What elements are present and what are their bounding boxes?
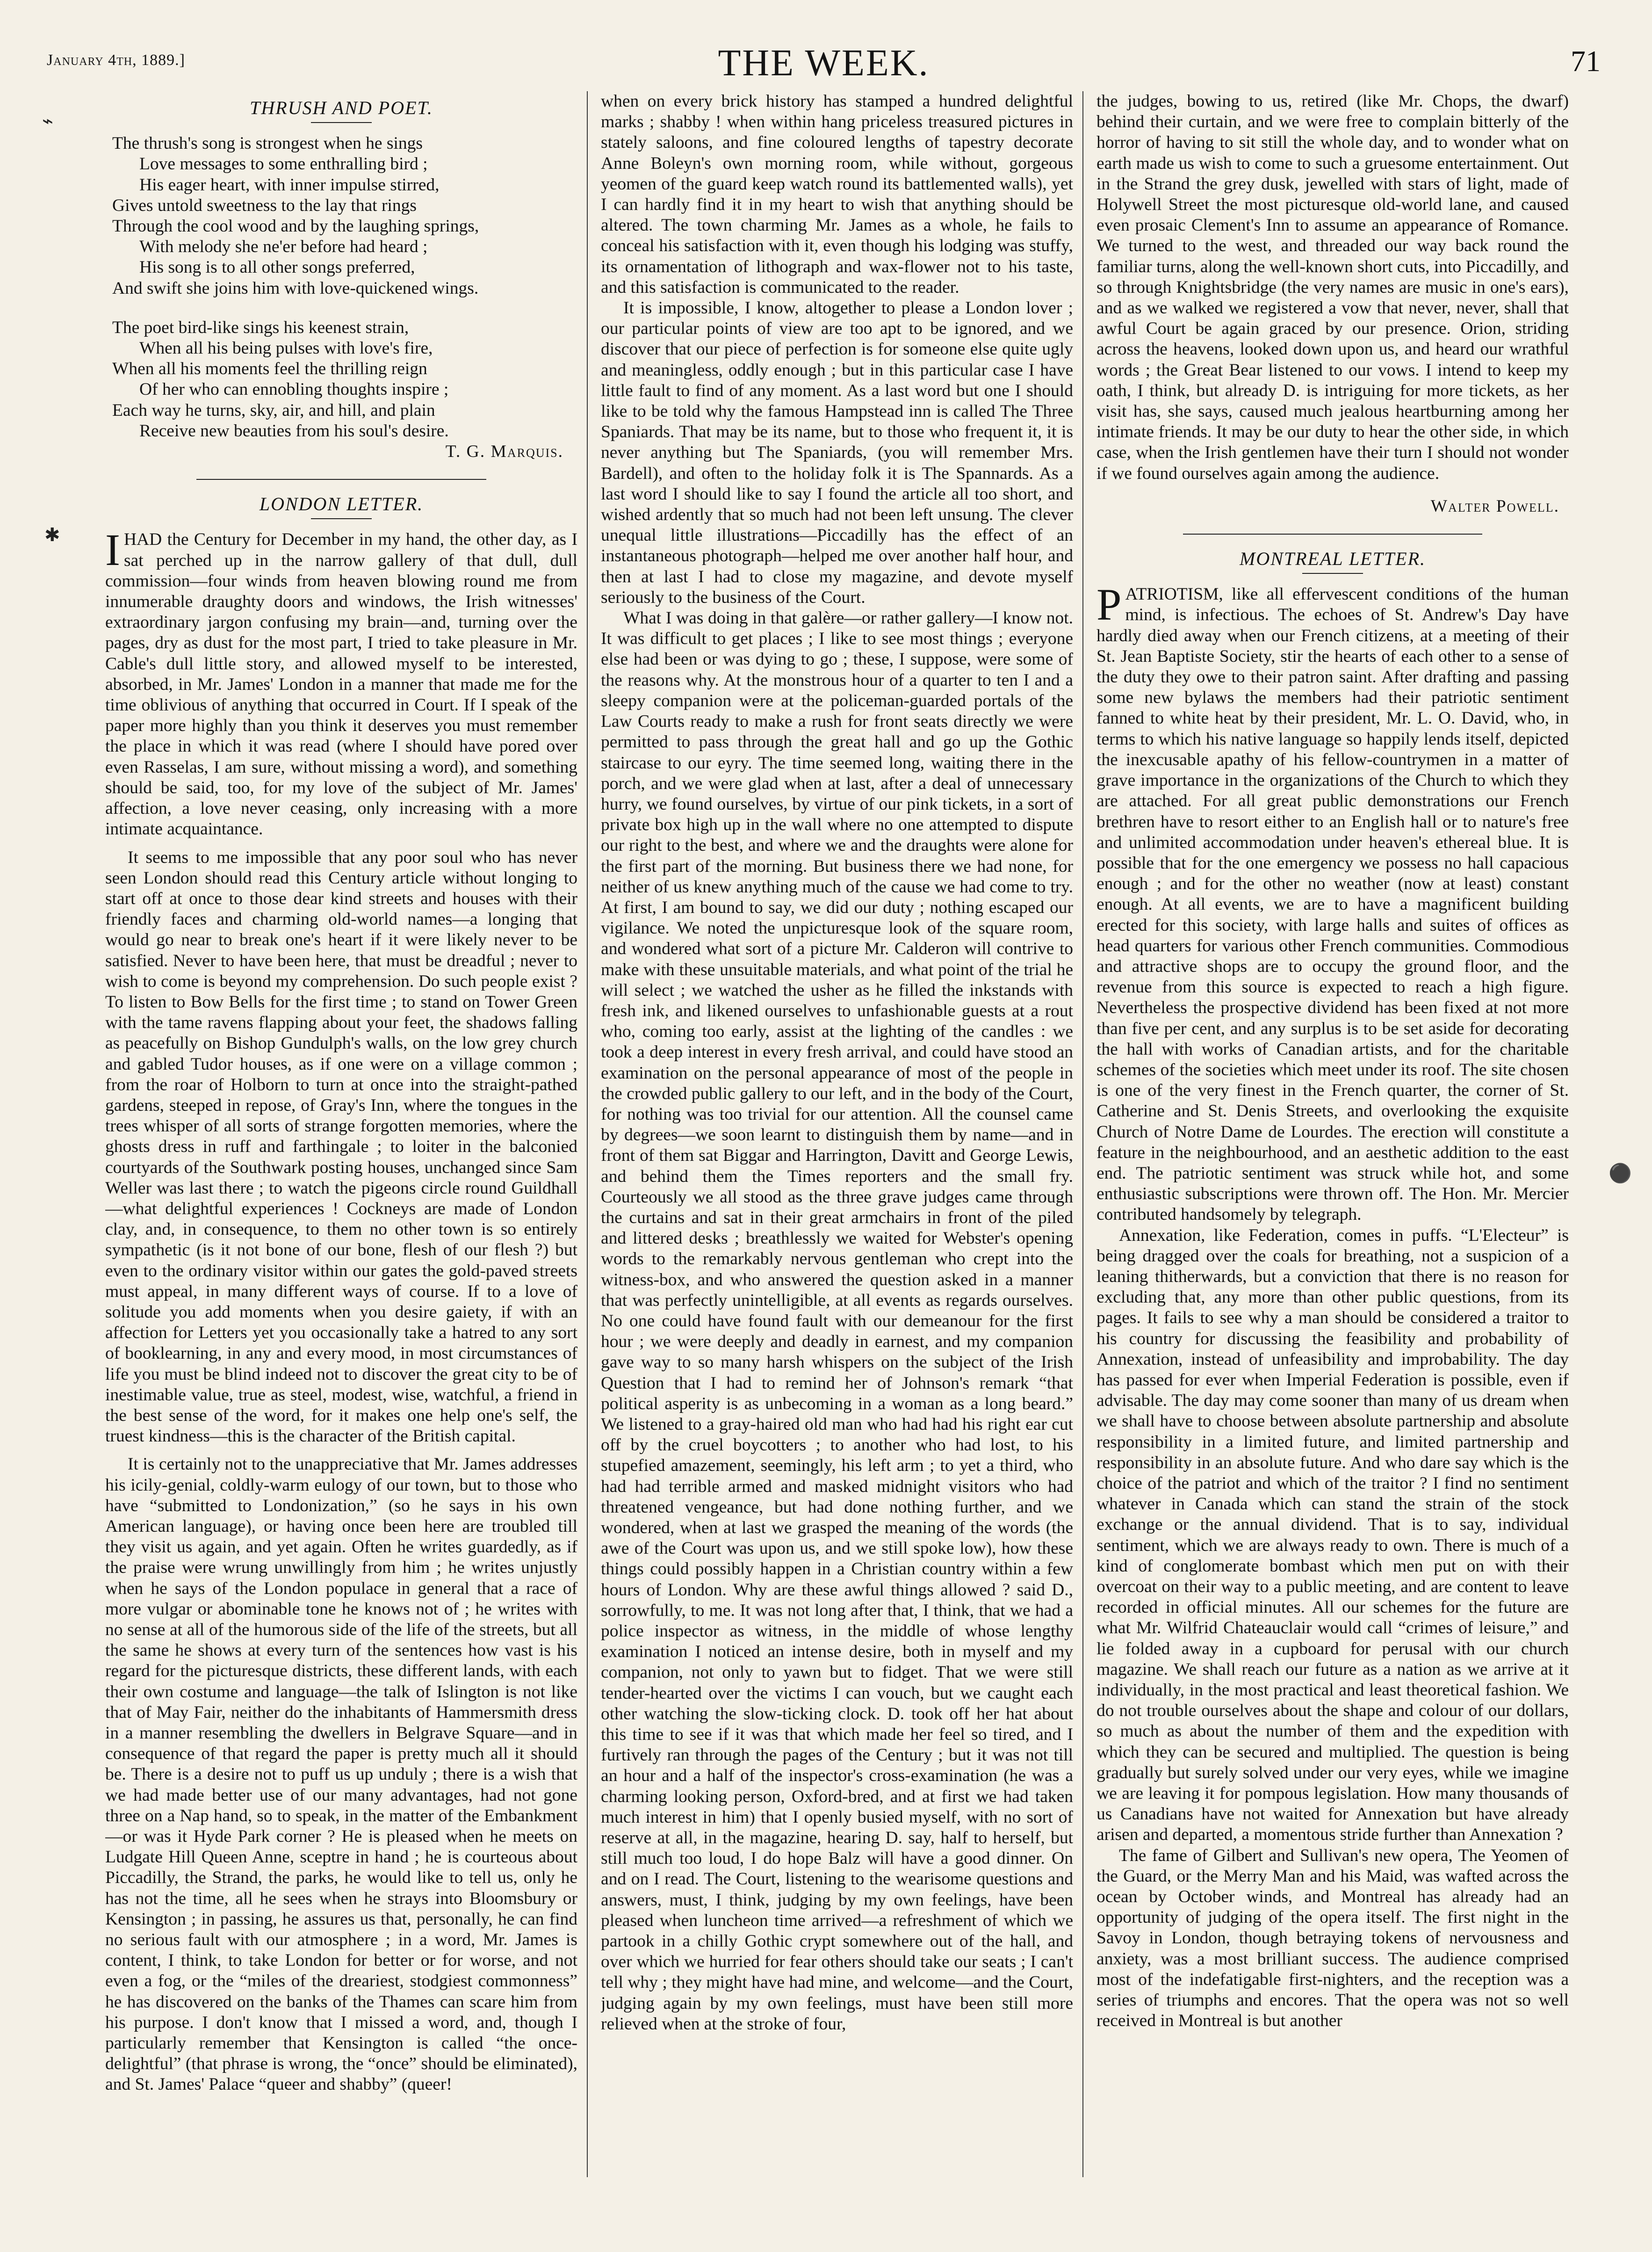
title-rule	[311, 122, 372, 123]
drop-cap: P	[1097, 579, 1122, 630]
poem-line: Gives untold sweetness to the lay that rings	[112, 196, 417, 215]
poem-line: And swift she joins him with love-quickened wings.	[112, 278, 479, 298]
poem-line: Of her who can ennobling thoughts inspire ;	[139, 380, 449, 399]
masthead-title: THE WEEK.	[718, 43, 930, 84]
margin-mark: ✱	[44, 524, 60, 545]
paragraph-text: ATRIOTISM, like all effervescent conditions of the human mind, is infectious. The echoes of St. Andrew's Day have hardly died away when our French citizens, at a meeting of their St. Jean Baptiste Society, stir the hearts of each other to a sense of the duty they owe to their patron saint. After drafting and passing some new bylaws the members had their patriotic sentiment fanned to white heat by their president, Mr. L. O. David, who, in terms to which his native language so happily lends itself, depicted the inexcusable apathy of his fellow-countrymen in a matter of grave importance in the organizations of the Church to which they are attached. For all great public demonstrations our French brethren have to resort either to an English hall or to nature's free and unlimited accommodation under heaven's ethereal blue. It is possible that for the one emergency we possess no hall capacious enough ; and for the other no weather (now at least) constant enough. At all events, we are to have a magnificent building erected for this society, with large halls and suites of offices as head quarters for various other French communities. Commodious and attractive shops are to occupy the ground floor, and the revenue from this source is expected to reach a high figure. Nevertheless the prospective dividend has been fixed at not more than five per cent, and any surplus is to be set aside for decorating the hall with works of Canadian artists, and for the charitable schemes of the societies which meet under its roof. The site chosen is one of the very finest in the French quarter, the corner of St. Catherine and St. Denis Streets, and overlooking the exquisite Church of Notre Dame de Lourdes. The erection will constitute a feature in the neighbourhood, and an aesthetic addition to the east end. The patriotic sentiment was struck while hot, and some enthusiastic subscriptions were thrown off. The Hon. Mr. Mercier contributed handsomely by telegraph.	[1097, 585, 1569, 1224]
poem-line: The poet bird-like sings his keenest strain,	[112, 318, 409, 337]
column-3	[1097, 91, 1569, 2205]
poem-line: His eager heart, with inner impulse stirred,	[139, 175, 440, 195]
issue-date: January 4th, 1889.]	[47, 51, 185, 69]
title-rule	[311, 518, 372, 519]
poem-title: THRUSH AND POET.	[250, 97, 433, 118]
column-rule	[1082, 91, 1083, 2177]
montreal-letter-title: MONTREAL LETTER.	[1240, 548, 1426, 570]
poem-line: His song is to all other songs preferred,	[139, 258, 415, 277]
poem-signature: T. G. Marquis.	[445, 442, 563, 462]
margin-mark: ⚫	[1609, 1163, 1632, 1184]
poem-line: When all his moments feel the thrilling reign	[112, 359, 427, 379]
column-1	[105, 91, 577, 2205]
london-letter-title: LONDON LETTER.	[259, 493, 424, 515]
article-paragraph: It is impossible, I know, altogether to please a London lover ; our particular points of view are too apt to be ignored, and we discover that our piece of perfection is for someone else quite ugly and meaningless, oddly enough ; but in this particular case I have little fault to find of any moment. As a last word but one I should like to be told why the famous Hampstead inn is called The Three Spaniards. That may be its name, but to those who frequent it, it is never anything but The Spaniards, (you will remember Mrs. Bardell), and often to the holiday folk it is The Spannards. As a last word I should like to say I found the article all too short, and wished ardently that so much had not been left unsung. The clever unequal little illustrations—Piccadilly has the effect of an instantaneous photograph—helped me over another half hour, and then at last I had to close my magazine, and devote myself seriously to the business of the Court.	[601, 298, 1073, 607]
poem	[112, 133, 577, 442]
section-rule	[1183, 534, 1482, 535]
paragraph-text: HAD the Century for December in my hand, the other day, as I sat perched up in the narrow gallery of that dull, dull commission—four winds from heaven blowing round me from innumerable draughty doors and windows, the Irish witnesses' extraordinary jargon confusing my brain—and, turning over the pages, dry as dust for the most part, I tried to take pleasure in Mr. Cable's dull little story, and allowed myself to be interested, absorbed, in Mr. James' London in a manner that made me for the time oblivious of anything that occurred in Court. If I speak of the paper more highly than you think it deserves you must remember the place in which it was read (where I should have pored over even Rasselas, I am sure, without missing a word), and something should be said, too, for my love of the subject of Mr. James' affection, a love never ceasing, only increasing with a more intimate acquaintance.	[105, 530, 577, 839]
article-paragraph: It seems to me impossible that any poor soul who has never seen London should read this Century article without longing to start off at once to those dear kind streets and houses with their friendly faces and charming old-world names—a longing that would go near to break one's heart if it were likely never to be satisfied. Never to have been here, that must be dreadful ; never to wish to come is beyond my comprehension. Do such people exist ? To listen to Bow Bells for the first time ; to stand on Tower Green with the tame ravens flapping about your feet, the shadows falling as peacefully on Bishop Gundulph's walls, on the low grey church and gabled Tudor houses, as if one were on a village common ; from the roar of Holborn to turn at once into the straight-pathed gardens, steeped in repose, of Gray's Inn, where the tongues in the trees whisper of all sorts of strange forgotten memories, where the ghosts dress in ruff and farthingale ; to loiter in the balconied courtyards of the Southwark posting houses, unchanged since Sam Weller was last there ; to watch the pigeons circle round Guildhall—what delightful experiences ! Cockneys are made of London clay, and, in consequence, to them no other town is so entirely sympathetic (is it not bone of our bone, flesh of our flesh ?) but even to the ordinary visitor within our gates the gold-paved streets must appeal, in many different ways of course. If to a love of solitude you add moments when you desire gaiety, if with an affection for Letters yet you occasionally take a hatred to any sort of booklearning, in any and every mood, in most circumstances of life you must be blind indeed not to discover the great city to be of inestimable value, true as steel, modest, wise, watchful, a friend in the best sense of the word, for it makes one help one's self, the truest kindness—this is the character of the British capital.	[105, 847, 577, 1446]
article-paragraph: The fame of Gilbert and Sullivan's new opera, The Yeomen of the Guard, or the Merry Man and his Maid, was wafted across the ocean by October winds, and Montreal has already had an opportunity of judging of the opera itself. The first night in the Savoy in London, though betraying tokens of nervousness and anxiety, was a most brilliant success. The audience comprised most of the indefatigable first-nighters, and the reception was a series of triumphs and encores. That the opera was not so well received in Montreal is but another	[1097, 1846, 1569, 2031]
poem-line: Each way he turns, sky, air, and hill, and plain	[112, 400, 435, 420]
title-rule	[1302, 573, 1363, 574]
column-rule	[587, 91, 588, 2177]
section-rule	[196, 479, 486, 480]
article-paragraph: the judges, bowing to us, retired (like Mr. Chops, the dwarf) behind their curtain, and we were free to complain bitterly of the horror of having to sit still the whole day, and to wonder what on earth made us wish to come to such a gruesome entertainment. Out in the Strand the grey dusk, jewelled with stars of light, made of Holywell Street the most picturesque old-world lane, and caused even prosaic Clement's Inn to assume an appearance of Romance. We turned to the west, and threaded our way back round the familiar turns, along the well-known short cuts, into Piccadilly, and so through Knightsbridge (the very names are music in one's ears), and as we walked we registered a vow that never, never, shall that awful Court be again graced by our presence. Orion, striding across the heavens, looked down upon us, and heard our wrathful words ; the Great Bear listened to our vows. I intend to keep my oath, I think, but already D. is intriguing for more tickets, as her visit has, she says, caused much jealous heartburning among her intimate friends. It may be our duty to hear the other side, in which case, when the Irish gentlemen have their turn I should not wonder if we found ourselves again among the audience.	[1097, 92, 1569, 483]
article-paragraph	[1097, 579, 1569, 1225]
page-number: 71	[1571, 44, 1601, 78]
page-header	[47, 43, 1601, 98]
article-paragraph: What I was doing in that galère—or rather gallery—I know not. It was difficult to get places ; I like to see most things ; everyone else had been or was dying to go ; these, I suppose, were some of the reasons why. At the monstrous hour of a quarter to ten I and a sleepy companion were at the policeman-guarded portals of the Law Courts ready to make a rush for front seats directly we were permitted to pass through the great hall and go up the Gothic staircase to our eyry. The time seemed long, waiting there in the porch, and we were glad when at last, after a deal of unnecessary hurry, we found ourselves, by virtue of our pink tickets, in a sort of private box high up in the wall where no one attempted to dispute our right to the best, and where we and the draughts were alone for the first part of the morning. But business there we had none, for neither of us knew anything much of the cause we had come to try. At first, I am bound to say, we did our duty ; nothing escaped our vigilance. We noted the unpicturesque look of the square room, and wondered what sort of a picture Mr. Calderon will contrive to make with these unsuitable materials, and what point of the trial he will select ; we watched the usher as he filled the inkstands with fresh ink, and likened ourselves to unfashionable guests at a rout who, coming too early, assist at the lighting of the candles : we took a deep interest in every fresh arrival, and could have stood an examination on the personal appearance of most of the people in the crowded public gallery to our left, and in the body of the Court, for nothing was too trivial for our attention. All the counsel came by degrees—we soon learnt to distinguish them by name—and in front of them sat Biggar and Harrington, Davitt and George Lewis, and behind them the Times reporters and the small fry. Courteously we all stood as the three grave judges came through the curtains and sat in their great armchairs in front of the piled and littered desks ; breathlessly we waited for Webster's opening words to the remarkably nervous gentleman who crept into the witness-box, and who answered the question asked in a manner that was perfectly unintelligible, at all events as regards ourselves. No one could have found fault with our demeanour for the first hour ; we were deeply and deadly in earnest, and my companion gave way to so many harsh whispers on the subject of the Irish Question that I had to remind her of Johnson's remark “that political asperity is as unbecoming in a woman as a long beard.” We listened to a gray-haired old man who had had his right ear cut off by the cruel boycotters ; to another who had lost, to his stupefied amazement, seemingly, his left arm ; to yet a third, who had had terrible armed and masked midnight visitors who had threatened vengeance, but had done nothing further, and we wondered, when at last we grasped the meaning of the words (the awe of the Court was upon us, and we still spoke low), how these things could possibly happen in a Christian country within a few hours of London. Why are these awful things allowed ? said D., sorrowfully, to me. It was not long after that, I think, that we had a police inspector as witness, in the middle of whose lengthy examination I noticed an intense desire, both in myself and my companion, not only to yawn but to fidget. That we were still tender-hearted over the victims I can vouch, but we caught each other watching the slow-ticking clock. D. took off her hat about this time to see if it was that which made her feel so tired, and I furtively ran through the pages of the Century ; but it was not till an hour and a half of the inspector's cross-examination (he was a charming looking person, Oxford-bred, and at first we had taken much interest in him) that I openly busied myself, with no sort of reserve at all, in the magazine, hearing D. say, half to herself, but still much too loud, I do hope Balz will have a good dinner. On and on I read. The Court, listening to the wearisome questions and answers, must, I think, judging by my own feelings, have been pleased when luncheon time arrived—a refreshment of which we partook in a chilly Gothic crypt somewhere out of the hall, and over which we hurried for fear others should take our seats ; I can't tell why ; they might have had mine, and welcome—and the Court, judging again by my own feelings, must have been still more relieved when at the stroke of four,	[601, 608, 1073, 2034]
article-paragraph	[105, 525, 577, 840]
poem-line: When all his being pulses with love's fire,	[139, 339, 433, 358]
poem-line: With melody she ne'er before had heard ;	[139, 237, 428, 257]
drop-cap: I	[105, 525, 120, 575]
poem-line: Receive new beauties from his soul's desire.	[139, 421, 449, 441]
margin-mark: ⌁	[42, 110, 54, 131]
article-paragraph: Annexation, like Federation, comes in puffs. “L'Electeur” is being dragged over the coals for breathing, not a suspicion of a leaning thitherwards, but a conviction that there is no reason for excluding that, any more than other public questions, from its pages. It fails to see why a man should be considered a traitor to his country for discussing the feasibility and probability of Annexation, instead of unfeasibility and improbability. The day has passed for ever when Imperial Federation is possible, even if advisable. The day may come sooner than many of us dream when we shall have to choose between absolute partnership and absolute responsibility in a limited future, and limited partnership and responsibility in an absolute future. And who dare say which is the choice of the patriot and which of the traitor ? I find no sentiment whatever in Canada which can stand the strain of the stock exchange or the annual dividend. That is to say, individual sentiment, which we are always ready to own. There is much of a kind of conglomerate bombast which men put on with their overcoat on their way to a public meeting, and are content to leave recorded in official minutes. All our schemes for the future are what Mr. Wilfrid Chateauclair would call “crimes of leisure,” and lie folded away in a cupboard for perusal with our church magazine. We shall reach our future as a nation as we arrive at it individually, in the most practical and least theoretical fashion. We do not trouble ourselves about the shape and colour of our dollars, so much as about the number of them and the expedition with which they can be secured and multiplied. The question is being gradually but surely solved under our very eyes, while we imagine we are leaving it for pompous legislation. How many thousands of us Canadians have not waited for Annexation but have already arisen and departed, a momentous stride further than Annexation ?	[1097, 1225, 1569, 1845]
article-signature: Walter Powell.	[1430, 496, 1559, 516]
poem-line: Love messages to some enthralling bird ;	[139, 154, 428, 174]
column-2	[601, 91, 1073, 2205]
poem-line: The thrush's song is strongest when he sings	[112, 134, 423, 153]
poem-line: Through the cool wood and by the laughing springs,	[112, 217, 479, 236]
article-paragraph: when on every brick history has stamped a hundred delightful marks ; shabby ! when within hang priceless treasured pictures in stately saloons, and fine coloured lengths of tapestry decorate Anne Boleyn's own morning room, while without, gorgeous yeomen of the guard keep watch round its battlemented walls), yet I can hardly find it in my heart to wish that anything should be altered. The town charming Mr. James as a whole, he fails to conceal his satisfaction with it, even though his lodging was stuffy, its ornamentation of lithograph and wax-flower not to his taste, and this satisfaction is communicated to the reader.	[601, 92, 1073, 297]
article-paragraph: It is certainly not to the unappreciative that Mr. James addresses his icily-genial, coldly-warm eulogy of our town, but to those who have “submitted to Londonization,” (so he says in his own American language), or having once been here are troubled till they visit us again, and yet again. Often he writes guardedly, as if the praise were wrung unwillingly from him ; he writes unjustly when he says of the London populace in general that a race of more vulgar or abominable tone he knows not of ; he writes with no sense at all of the humorous side of the life of the streets, but all the same he shows at every turn of the sentences how vast is his regard for the picturesque districts, these different lands, with each their own costume and language—the talk of Islington is not like that of May Fair, neither do the inhabitants of Hammersmith dress in a manner resembling the dwellers in Belgrave Square—and in consequence of that regard the paper is pretty much all it should be. There is a desire not to puff us up unduly ; there is a wish that we had made better use of our many advantages, had not gone three on a Nap hand, so to speak, in the matter of the Embankment—or was it Hyde Park corner ? He is pleased when he meets on Ludgate Hill Queen Anne, sceptre in hand ; he is courteous about Piccadilly, the Strand, the parks, he would like to tell us, only he has not the time, all he sees when he strays into Bloomsbury or Kensington ; in passing, he assures us that, personally, he can find no serious fault with our atmosphere ; in a word, Mr. James is content, I think, to take London for better or for worse, and not even a fog, or the “miles of the dreariest, stodgiest commonness” he has discovered on the banks of the Thames can scare him from his purpose. I don't know that I missed a word, and, though I particularly remember that Kensington is called “the once-delightful” (that phrase is wrong, the “once” should be eliminated), and St. James' Palace “queer and shabby” (queer!	[105, 1455, 577, 2094]
